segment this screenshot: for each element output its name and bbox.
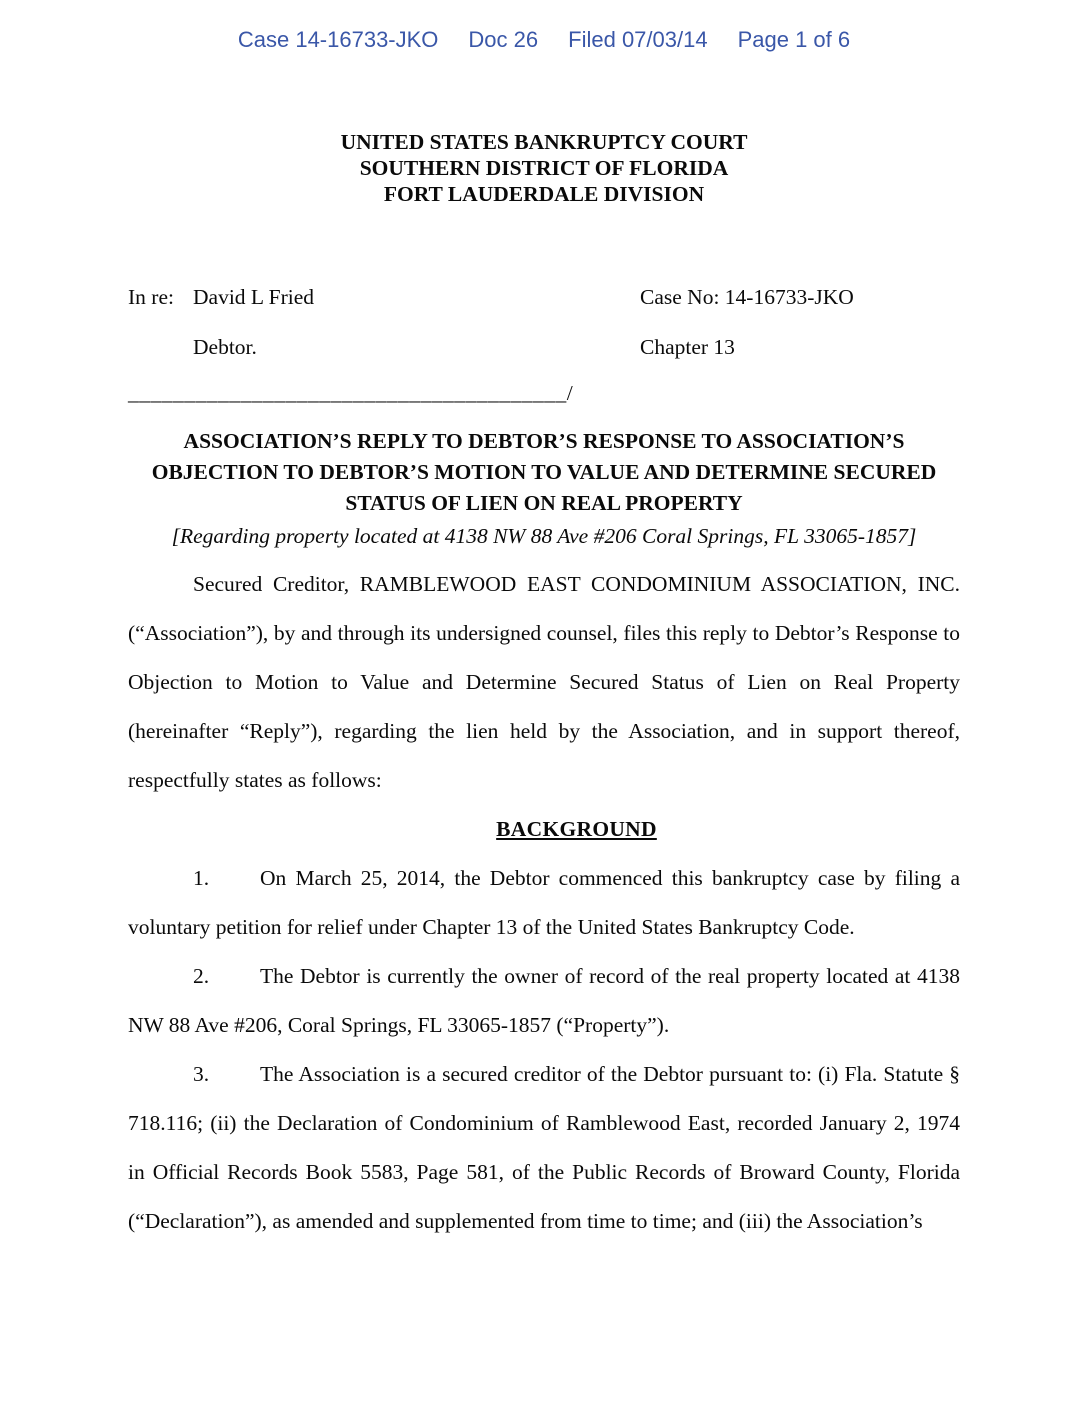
numbered-paragraph-3	[128, 1050, 960, 1246]
debtor-name: David L Fried	[193, 285, 315, 309]
debtor-label: Debtor.	[193, 335, 257, 359]
property-subtitle: [Regarding property located at 4138 NW 88 Ave #206 Coral Springs, FL 33065-1857]	[171, 524, 917, 548]
case-number: Case No: 14-16733-JKO	[640, 285, 854, 309]
in-re-label: In re:	[128, 285, 174, 309]
paragraph-number: 2.	[193, 964, 210, 988]
document-title	[78, 426, 1010, 519]
paragraph-number: 1.	[193, 866, 210, 890]
numbered-paragraph-2	[128, 952, 960, 1050]
ecf-stamp	[0, 27, 1088, 53]
court-heading	[0, 129, 1088, 207]
document-body	[128, 560, 960, 1246]
paragraph-text: The Debtor is currently the owner of record of the real property located at 4138 NW 88 Ave #206, Coral Springs, FL 33065-1857 (“Property”).	[128, 964, 960, 1037]
background-heading-text: BACKGROUND	[496, 817, 657, 841]
court-district: SOUTHERN DISTRICT OF FLORIDA	[359, 156, 729, 180]
court-name: UNITED STATES BANKRUPTCY COURT	[340, 130, 748, 154]
background-heading	[128, 805, 960, 854]
intro-paragraph: Secured Creditor, RAMBLEWOOD EAST CONDOMINIUM ASSOCIATION, INC. (“Association”), by and through its undersigned counsel, files this reply to Debtor’s Response to Objection to Motion to Value and Determine Secured Status of Lien on Real Property (hereinafter “Reply”), regarding the lien held by the Association, and in support thereof, respectfully states as follows:	[128, 572, 960, 792]
title-line-1: ASSOCIATION’S REPLY TO DEBTOR’S RESPONSE TO ASSOCIATION’S	[183, 429, 905, 453]
numbered-paragraph-1	[128, 854, 960, 952]
paragraph-number: 3.	[193, 1062, 210, 1086]
stamp-page-number: Page 1 of 6	[737, 27, 851, 52]
paragraph-text: On March 25, 2014, the Debtor commenced this bankruptcy case by filing a voluntary petition for relief under Chapter 13 of the United States Bankruptcy Code.	[128, 866, 960, 939]
paragraph-text: The Association is a secured creditor of the Debtor pursuant to: (i) Fla. Statute § 718.116; (ii) the Declaration of Condominium of Ramblewood East, recorded January 2, 1974 in Official Records Book 5583, Page 581, of the Public Records of Broward County, Florida (“Declaration”), as amended and supplemented from time to time; and (iii) the Association’s	[128, 1062, 960, 1233]
title-line-2: OBJECTION TO DEBTOR’S MOTION TO VALUE AND DETERMINE SECURED	[151, 460, 937, 484]
caption-separator-line: _______________________________________/	[128, 381, 574, 405]
title-line-3: STATUS OF LIEN ON REAL PROPERTY	[345, 491, 743, 515]
stamp-case-number: Case 14-16733-JKO	[237, 27, 439, 52]
court-division: FORT LAUDERDALE DIVISION	[383, 182, 705, 206]
case-caption	[128, 285, 960, 415]
stamp-filed-date: Filed 07/03/14	[568, 27, 708, 52]
chapter-label: Chapter 13	[640, 335, 735, 359]
stamp-doc-number: Doc 26	[468, 27, 539, 52]
